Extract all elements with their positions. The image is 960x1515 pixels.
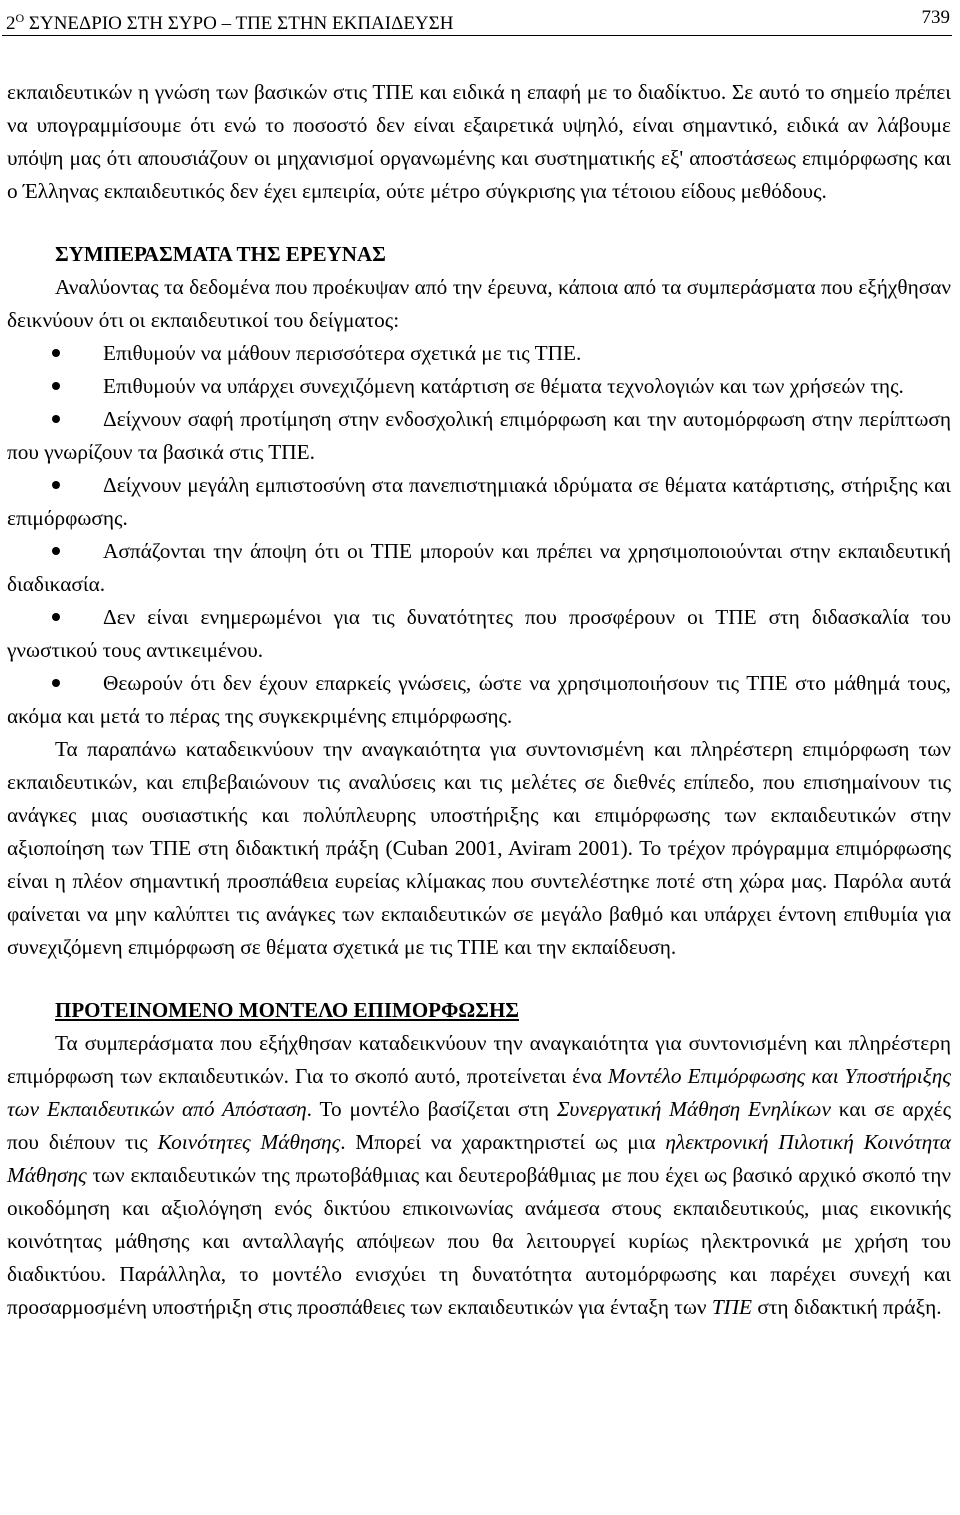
model-paragraph: Τα συμπεράσματα που εξήχθησαν καταδεικνύουν την αναγκαιότητα για συντονισμένη και πληρέστερη επιμόρφωση των εκπαιδευτικών. Για το σκοπό αυτό, προτείνεται ένα Μοντέλο Επιμόρφωσης και Υποστήριξης των Εκπαιδευτικών από Απόσταση. Το μοντέλο βασίζεται στη Συνεργατική Μάθηση Ενηλίκων και σε αρχές που διέπουν τις Κοινότητες Μάθησης. Μπορεί να χαρακτηριστεί ως μια ηλεκτρονική Πιλοτική Κοινότητα Μάθησης των εκπαιδευτικών της πρωτοβάθμιας και δευτεροβάθμιας με που έχει ως βασικό αρχικό σκοπό την οικοδόμηση και αξιολόγηση ενός δικτύου επικοινωνίας ανάμεσα στους εκπαιδευτικούς, μιας εικονικής κοινότητας μάθησης και ανταλλαγής απόψεων που θα λειτουργεί κυρίως ηλεκτρονικά με χρήση του διαδικτύου. Παράλληλα, το μοντέλο ενισχύει τη δυνατότητα αυτομόρφωσης και παρέχει συνεχή και προσαρμοσμένη υποστήριξη στις προσπάθειες των εκπαιδευτικών για ένταξη των ΤΠΕ στη διδακτική πράξη. [7, 1031, 952, 1319]
list-item: Επιθυμούν να υπάρχει συνεχιζόμενη κατάρτιση σε θέματα τεχνολογιών και των χρήσεών της. [7, 370, 951, 403]
list-item: Δεν είναι ενημερωμένοι για τις δυνατότητες που προσφέρουν οι ΤΠΕ στη διδασκαλία του γνωστικού τους αντικειμένου. [7, 605, 951, 662]
bullet-icon [52, 415, 60, 423]
list-item: Θεωρούν ότι δεν έχουν επαρκείς γνώσεις, ώστε να χρησιμοποιήσουν τις ΤΠΕ στο μάθημά τους, ακόμα και μετά το πέρας της συγκεκριμένης επιμόρφωσης. [7, 671, 951, 728]
conclusions-closing-paragraph: Τα παραπάνω καταδεικνύουν την αναγκαιότητα για συντονισμένη και πληρέστερη επιμόρφωση των εκπαιδευτικών, και επιβεβαιώνουν τις αναλύσεις και τις μελέτες σε διεθνές επίπεδο, που επισημαίνουν τις ανάγκες μιας ουσιαστικής και πολύπλευρης υποστήριξης και επιμόρφωσης των εκπαιδευτικών στην αξιοποίηση των ΤΠΕ στη διδακτική πράξη (Cuban 2001, Aviram 2001). Το τρέχον πρόγραμμα επιμόρφωσης είναι η πλέον σημαντική προσπάθεια ευρείας κλίμακας που συντελέστηκε ποτέ στη χώρα μας. Παρόλα αυτά φαίνεται να μην καλύπτει τις ανάγκες των εκπαιδευτικών σε μεγάλο βαθμό και υπάρχει έντονη επιθυμία για συνεχιζόμενη επιμόρφωση σε θέματα σχετικά με τις ΤΠΕ και την εκπαίδευση. [7, 737, 951, 959]
bullet-icon [52, 481, 60, 489]
ordinal-superscript: Ο [15, 11, 25, 25]
conclusions-list [7, 337, 951, 733]
list-item: Ασπάζονται την άποψη ότι οι ΤΠΕ μπορούν και πρέπει να χρησιμοποιούνται στην εκπαιδευτική διαδικασία. [7, 539, 951, 596]
term-italic: Συνεργατική Μάθηση Ενηλίκων [556, 1097, 831, 1121]
bullet-icon [52, 382, 60, 390]
page-number: 739 [921, 7, 950, 28]
bullet-icon [52, 679, 60, 687]
model-name-italic: Μοντέλο Επιμόρφωσης και Υποστήριξης των Εκπαιδευτικών από Απόσταση [7, 1064, 951, 1121]
header-divider [2, 35, 952, 36]
section-spacer [7, 208, 951, 238]
conclusions-lead-paragraph: Αναλύοντας τα δεδομένα που προέκυψαν από την έρευνα, κάποια από τα συμπεράσματα που εξήχθησαν δεικνύουν ότι οι εκπαιδευτικοί του δείγματος: [7, 275, 951, 332]
running-header [6, 6, 950, 32]
conference-title: $2^O$ ΣΥΝΕΔΡΙΟ ΣΤΗ ΣΥΡΟ – ΤΠΕ ΣΤΗΝ ΕΚΠΑΙΔΕΥΣΗ [6, 11, 454, 34]
section-spacer [7, 964, 951, 994]
intro-paragraph: εκπαιδευτικών η γνώση των βασικών στις ΤΠΕ και ειδικά η επαφή με το διαδίκτυο. Σε αυτό το σημείο πρέπει να υπογραμμίσουμε ότι ενώ το ποσοστό δεν είναι εξαιρετικά υψηλό, είναι σημαντικό, ειδικά αν λάβουμε υπόψη μας ότι απουσιάζουν οι μηχανισμοί οργανωμένης και συστηματικής εξ' αποστάσεως επιμόρφωσης και ο Έλληνας εκπαιδευτικός δεν έχει εμπειρία, ούτε μέτρο σύγκρισης για τέτοιου είδους μεθόδους. [7, 80, 951, 203]
term-italic: Κοινότητες Μάθησης [157, 1130, 341, 1154]
bullet-icon [52, 547, 60, 555]
model-heading: ΠΡΟΤΕΙΝΟΜΕΝΟ ΜΟΝΤΕΛΟ ΕΠΙΜΟΡΦΩΣΗΣ [55, 998, 520, 1022]
term-italic: ηλεκτρονική Πιλοτική Κοινότητα Μάθησης [7, 1130, 951, 1187]
page-body [7, 76, 951, 1324]
list-item: Δείχνουν μεγάλη εμπιστοσύνη στα πανεπιστημιακά ιδρύματα σε θέματα κατάρτισης, στήριξης και επιμόρφωσης. [7, 473, 951, 530]
bullet-icon [52, 613, 60, 621]
term-italic: ΤΠΕ [711, 1295, 753, 1319]
list-item: Δείχνουν σαφή προτίμηση στην ενδοσχολική επιμόρφωση και την αυτομόρφωση στην περίπτωση που γνωρίζουν τα βασικά στις ΤΠΕ. [7, 407, 951, 464]
list-item: Επιθυμούν να μάθουν περισσότερα σχετικά με τις ΤΠΕ. [7, 337, 951, 370]
bullet-icon [52, 349, 60, 357]
conclusions-heading: ΣΥΜΠΕΡΑΣΜΑΤΑ ΤΗΣ ΕΡΕΥΝΑΣ [55, 242, 386, 266]
